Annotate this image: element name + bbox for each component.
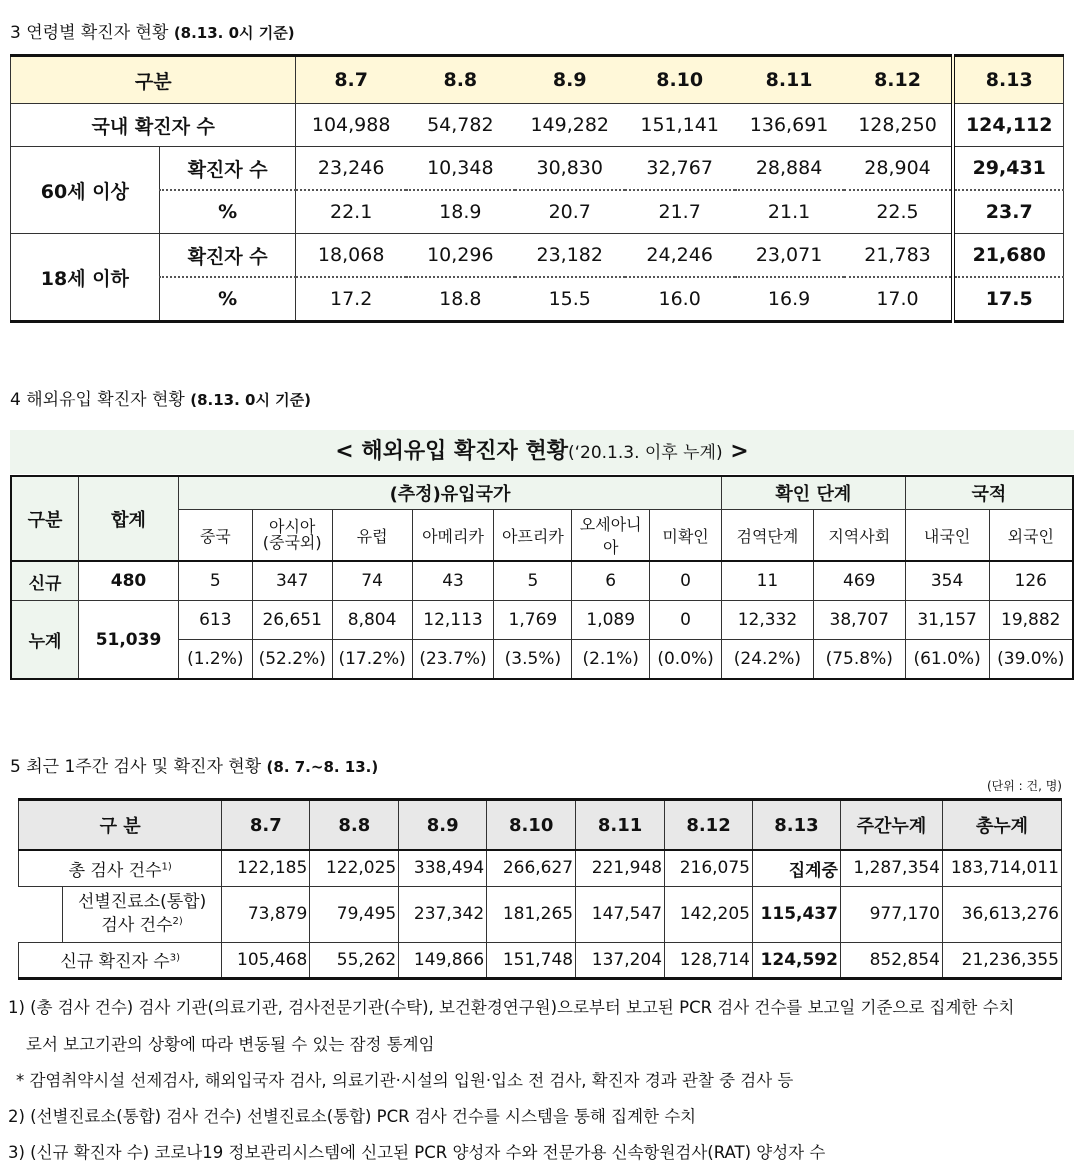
value-cell: 36,613,276 — [942, 886, 1061, 942]
value-cell: 151,141 — [625, 104, 735, 147]
over60-count-row — [11, 147, 1064, 191]
row-label: 18세 이하 — [11, 234, 160, 322]
value-cell: 16.0 — [625, 277, 735, 322]
pct-cell: (3.5%) — [494, 640, 572, 680]
footnote-asterisk: * 감염취약시설 선제검사, 해외입국자 검사, 의료기관·시설의 입원·입소 전 검사, 확진자 경과 관찰 중 검사 등 — [16, 1071, 794, 1090]
domestic-row — [11, 104, 1064, 147]
date-cell: 8.7 — [296, 56, 406, 104]
row-label-line1: 선별진료소(통합) — [78, 892, 207, 913]
value-cell: 22.5 — [844, 190, 954, 234]
col-header: 8.13 — [753, 800, 841, 851]
value-cell: 115,437 — [753, 886, 841, 942]
row-label: 국내 확진자 수 — [11, 104, 296, 147]
title-end: > — [722, 439, 749, 464]
value-cell: 23.7 — [953, 190, 1063, 234]
row-label — [19, 942, 222, 978]
row-label-text: 신규 확진자 수 — [60, 952, 170, 972]
value-cell: 151,748 — [487, 942, 576, 978]
value-cell: 6 — [572, 561, 650, 601]
value-cell: 128,714 — [665, 942, 753, 978]
sub-label: % — [159, 277, 296, 322]
under18-count-row — [11, 234, 1064, 278]
value-cell: 852,854 — [840, 942, 942, 978]
screening-tests-row — [19, 886, 1062, 942]
group-nation: 국적 — [905, 476, 1073, 510]
footnote-2: 2) (선별진료소(통합) 검사 건수) 선별진료소(통합) PCR 검사 건수를 시스템을 통해 집계한 수치 — [8, 1107, 697, 1126]
value-cell: 8,804 — [332, 601, 412, 640]
value-cell: 149,866 — [399, 942, 487, 978]
value-cell: 23,182 — [515, 234, 625, 278]
value-cell: 19,882 — [989, 601, 1073, 640]
weekly-header — [19, 800, 1062, 851]
under18-pct-row — [11, 277, 1064, 322]
pct-cell: (23.7%) — [412, 640, 494, 680]
col-gubun: 구분 — [11, 56, 296, 104]
row-label — [62, 886, 222, 942]
value-cell: 149,282 — [515, 104, 625, 147]
value-cell: 183,714,011 — [942, 850, 1061, 886]
value-cell: 74 — [332, 561, 412, 601]
sub-label: % — [159, 190, 296, 234]
value-cell: 54,782 — [406, 104, 515, 147]
section5-heading-date: (8. 7.~8. 13.) — [266, 758, 379, 776]
age-table — [10, 54, 1064, 323]
pct-cell: (52.2%) — [252, 640, 332, 680]
sub-header: 미확인 — [650, 510, 722, 562]
new-row — [11, 561, 1073, 601]
value-cell: 73,879 — [222, 886, 310, 942]
value-cell: 613 — [178, 601, 252, 640]
section3-heading-text: 3 연령별 확진자 현황 — [10, 23, 174, 43]
value-cell: 21,783 — [844, 234, 954, 278]
section4-heading-text: 4 해외유입 확진자 현황 — [10, 390, 191, 410]
over60-pct-row — [11, 190, 1064, 234]
value-cell: 28,904 — [844, 147, 954, 191]
unit-label: (단위 : 건, 명) — [986, 779, 1062, 793]
overseas-header-row1 — [11, 476, 1073, 510]
value-cell: 142,205 — [665, 886, 753, 942]
footnote-mark: 3) — [169, 952, 180, 964]
col-header: 8.12 — [665, 800, 753, 851]
sub-header: 내국인 — [905, 510, 989, 562]
col-header: 총누계 — [942, 800, 1061, 851]
value-cell: 137,204 — [576, 942, 665, 978]
asia-note: (중국외) — [262, 533, 322, 552]
value-cell: 977,170 — [840, 886, 942, 942]
value-cell: 55,262 — [310, 942, 399, 978]
value-cell: 216,075 — [665, 850, 753, 886]
row-label-text: 총 검사 건수 — [68, 860, 162, 881]
value-cell: 12,113 — [412, 601, 494, 640]
value-cell: 11 — [722, 561, 814, 601]
value-cell: 31,157 — [905, 601, 989, 640]
value-cell: 38,707 — [813, 601, 905, 640]
value-cell: 147,547 — [576, 886, 665, 942]
value-cell: 124,112 — [953, 104, 1063, 147]
col-header: 8.8 — [310, 800, 399, 851]
value-cell: 104,988 — [296, 104, 406, 147]
age-table-header — [11, 56, 1064, 104]
value-cell: 21.7 — [625, 190, 735, 234]
sub-header-asia — [252, 510, 332, 562]
value-cell: 15.5 — [515, 277, 625, 322]
total-cell: 51,039 — [79, 601, 179, 680]
group-country: (추정)유입국가 — [178, 476, 721, 510]
value-cell: 128,250 — [844, 104, 954, 147]
section4-heading — [10, 385, 311, 410]
value-cell: 28,884 — [735, 147, 844, 191]
value-cell: 30,830 — [515, 147, 625, 191]
value-cell: 22.1 — [296, 190, 406, 234]
value-cell: 124,592 — [753, 942, 841, 978]
value-cell: 18.9 — [406, 190, 515, 234]
group-stage: 확인 단계 — [722, 476, 906, 510]
value-cell: 23,071 — [735, 234, 844, 278]
row-label — [19, 850, 222, 886]
date-cell: 8.11 — [735, 56, 844, 104]
sub-header: 오세아니아 — [572, 510, 650, 562]
sub-header: 외국인 — [989, 510, 1073, 562]
value-cell: 21,236,355 — [942, 942, 1061, 978]
title-range: (‘20.1.3. 이후 누계) — [567, 443, 723, 463]
value-cell: 126 — [989, 561, 1073, 601]
section3-heading — [10, 18, 295, 43]
value-cell: 17.2 — [296, 277, 406, 322]
section4-heading-date: (8.13. 0시 기준) — [190, 391, 312, 409]
pct-cell: (17.2%) — [332, 640, 412, 680]
value-cell: 17.5 — [953, 277, 1063, 322]
footnote-1: 1) (총 검사 건수) 검사 기관(의료기관, 검사전문기관(수탁), 보건환경연구원)으로부터 보고된 PCR 검사 건수를 보고일 기준으로 집계한 수치 — [8, 998, 1015, 1017]
footnote-mark: 2) — [172, 916, 183, 928]
pct-cell: (1.2%) — [178, 640, 252, 680]
weekly-table — [18, 798, 1062, 980]
row-label: 신규 — [11, 561, 79, 601]
value-cell: 20.7 — [515, 190, 625, 234]
date-cell: 8.12 — [844, 56, 954, 104]
asia-label: 아시아 — [269, 517, 316, 536]
value-cell: 79,495 — [310, 886, 399, 942]
sub-header: 아프리카 — [494, 510, 572, 562]
col-gubun: 구분 — [11, 476, 79, 561]
value-cell: 0 — [650, 561, 722, 601]
value-cell: 26,651 — [252, 601, 332, 640]
value-cell: 105,468 — [222, 942, 310, 978]
footnote-mark: 1) — [161, 861, 172, 873]
value-cell: 122,025 — [310, 850, 399, 886]
value-cell: 221,948 — [576, 850, 665, 886]
value-cell: 32,767 — [625, 147, 735, 191]
indent-cell — [19, 886, 63, 942]
sub-label: 확진자 수 — [159, 147, 296, 191]
pct-cell: (39.0%) — [989, 640, 1073, 680]
row-label: 60세 이상 — [11, 147, 160, 234]
sub-header: 지역사회 — [813, 510, 905, 562]
section5-heading-text: 5 최근 1주간 검사 및 확진자 현황 — [10, 757, 267, 777]
section3-heading-date: (8.13. 0시 기준) — [173, 24, 295, 42]
col-header: 8.7 — [222, 800, 310, 851]
value-cell: 43 — [412, 561, 494, 601]
footnote-3: 3) (신규 확진자 수) 코로나19 정보관리시스템에 신고된 PCR 양성자 수와 전문가용 신속항원검사(RAT) 양성자 수 — [8, 1143, 826, 1162]
sub-label: 확진자 수 — [159, 234, 296, 278]
value-cell: 21.1 — [735, 190, 844, 234]
overseas-table — [10, 475, 1074, 680]
row-label-line2: 검사 건수 — [101, 915, 173, 936]
value-cell: 18.8 — [406, 277, 515, 322]
value-cell: 24,246 — [625, 234, 735, 278]
value-cell: 1,089 — [572, 601, 650, 640]
value-cell: 16.9 — [735, 277, 844, 322]
value-cell: 5 — [494, 561, 572, 601]
value-cell: 122,185 — [222, 850, 310, 886]
date-cell: 8.8 — [406, 56, 515, 104]
total-tests-row — [19, 850, 1062, 886]
sub-header: 검역단계 — [722, 510, 814, 562]
value-cell: 338,494 — [399, 850, 487, 886]
col-header: 8.9 — [399, 800, 487, 851]
value-cell: 469 — [813, 561, 905, 601]
value-cell: 1,769 — [494, 601, 572, 640]
value-cell: 29,431 — [953, 147, 1063, 191]
section5-heading — [10, 752, 378, 777]
col-header: 8.11 — [576, 800, 665, 851]
col-gubun: 구 분 — [19, 800, 222, 851]
value-cell: 21,680 — [953, 234, 1063, 278]
title-bold: < 해외유입 확진자 현황 — [335, 439, 568, 464]
value-cell: 17.0 — [844, 277, 954, 322]
value-cell: 12,332 — [722, 601, 814, 640]
value-cell: 136,691 — [735, 104, 844, 147]
pct-cell: (61.0%) — [905, 640, 989, 680]
value-cell: 집계중 — [753, 850, 841, 886]
cum-row — [11, 601, 1073, 640]
date-cell: 8.9 — [515, 56, 625, 104]
value-cell: 181,265 — [487, 886, 576, 942]
col-header: 8.10 — [487, 800, 576, 851]
value-cell: 347 — [252, 561, 332, 601]
sub-header: 아메리카 — [412, 510, 494, 562]
total-cell: 480 — [79, 561, 179, 601]
value-cell: 1,287,354 — [840, 850, 942, 886]
sub-header: 중국 — [178, 510, 252, 562]
value-cell: 5 — [178, 561, 252, 601]
date-cell: 8.10 — [625, 56, 735, 104]
value-cell: 354 — [905, 561, 989, 601]
pct-cell: (2.1%) — [572, 640, 650, 680]
footnote-1-cont: 로서 보고기관의 상황에 따라 변동될 수 있는 잠정 통계임 — [26, 1035, 435, 1054]
row-label: 누계 — [11, 601, 79, 680]
sub-header: 유럽 — [332, 510, 412, 562]
value-cell: 10,296 — [406, 234, 515, 278]
new-cases-row — [19, 942, 1062, 978]
overseas-table-title — [10, 430, 1074, 474]
value-cell: 23,246 — [296, 147, 406, 191]
date-cell: 8.13 — [953, 56, 1063, 104]
value-cell: 0 — [650, 601, 722, 640]
pct-cell: (0.0%) — [650, 640, 722, 680]
col-header: 주간누계 — [840, 800, 942, 851]
pct-cell: (24.2%) — [722, 640, 814, 680]
value-cell: 237,342 — [399, 886, 487, 942]
col-total: 합계 — [79, 476, 179, 561]
pct-cell: (75.8%) — [813, 640, 905, 680]
value-cell: 18,068 — [296, 234, 406, 278]
value-cell: 10,348 — [406, 147, 515, 191]
value-cell: 266,627 — [487, 850, 576, 886]
